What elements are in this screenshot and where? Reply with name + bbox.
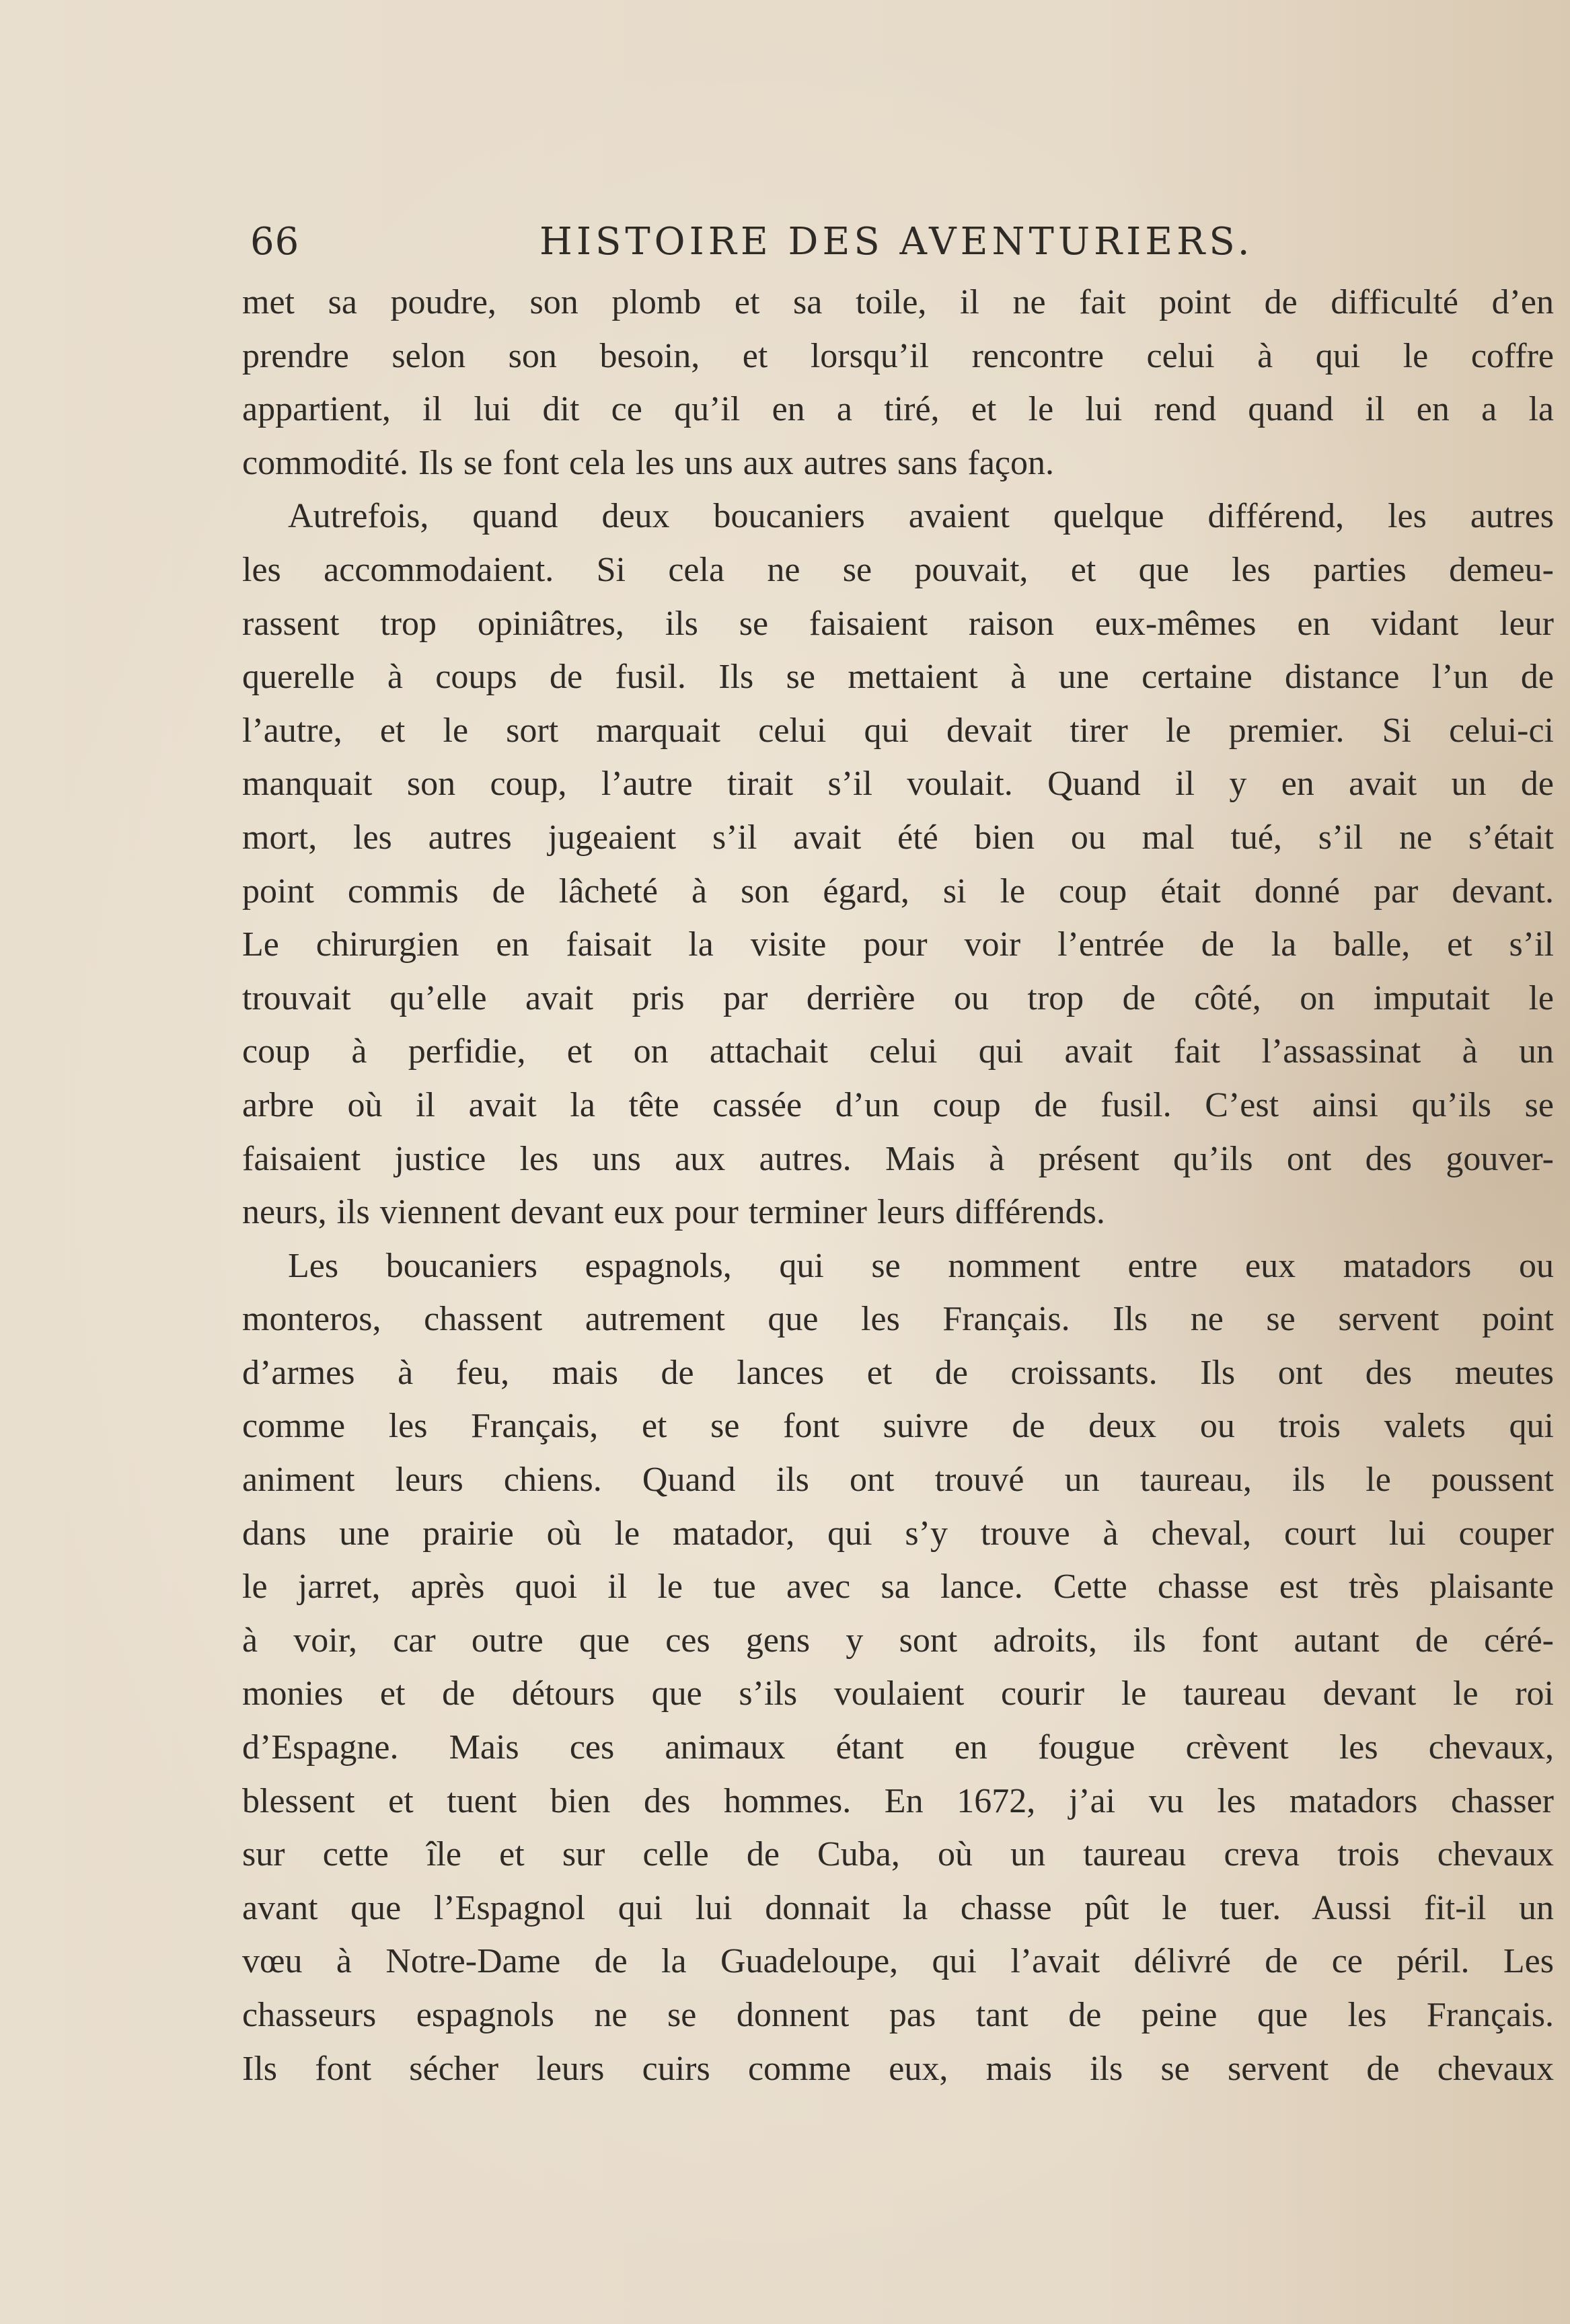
text-line: chasseurs espagnols ne se donnent pas tant de peine que les Français. [242, 1996, 1554, 2034]
text-line: avant que l’Espagnol qui lui donnait la chasse pût le tuer. Aussi fit-il un [242, 1888, 1554, 1927]
text-line: coup à perfidie, et on attachait celui qui avait fait l’assassinat à un [242, 1032, 1554, 1071]
running-header-title: HISTOIRE DES AVENTURIERS. [539, 220, 1254, 264]
text-line: prendre selon son besoin, et lorsqu’il rencontre celui à qui le coffre [242, 336, 1554, 375]
text-line: met sa poudre, son plomb et sa toile, il ne fait point de difficulté d’en [242, 283, 1554, 321]
paragraph-first-line: Autrefois, quand deux boucaniers avaient quelque différend, les autres [288, 497, 1554, 536]
text-line: manquait son coup, l’autre tirait s’il voulait. Quand il y en avait un de [242, 765, 1554, 804]
text-line: d’armes à feu, mais de lances et de croissants. Ils ont des meutes [242, 1353, 1554, 1392]
text-line: mort, les autres jugeaient s’il avait été bien ou mal tué, s’il ne s’était [242, 818, 1554, 857]
running-head [250, 215, 1569, 269]
text-line: appartient, il lui dit ce qu’il en a tiré, et le lui rend quand il en a la [242, 390, 1554, 429]
text-line: Le chirurgien en faisait la visite pour voir l’entrée de la balle, et s’il [242, 925, 1554, 964]
text-line: le jarret, après quoi il le tue avec sa lance. Cette chasse est très plaisante [242, 1567, 1554, 1606]
text-line: rassent trop opiniâtres, ils se faisaient raison eux-mêmes en vidant leur [242, 604, 1554, 643]
text-line: l’autre, et le sort marquait celui qui devait tirer le premier. Si celui-ci [242, 711, 1554, 750]
text-line: monies et de détours que s’ils voulaient courir le taureau devant le roi [242, 1674, 1554, 1713]
page-number: 66 [250, 220, 300, 264]
text-line: Ils font sécher leurs cuirs comme eux, mais ils se servent de chevaux [242, 2049, 1554, 2088]
text-line: neurs, ils viennent devant eux pour terminer leurs différends. [242, 1193, 1105, 1232]
text-line: sur cette île et sur celle de Cuba, où un taureau creva trois chevaux [242, 1835, 1554, 1874]
text-line: dans une prairie où le matador, qui s’y trouve à cheval, court lui couper [242, 1514, 1554, 1553]
text-line: arbre où il avait la tête cassée d’un coup de fusil. C’est ainsi qu’ils se [242, 1085, 1554, 1124]
text-line: d’Espagne. Mais ces animaux étant en fougue crèvent les chevaux, [242, 1728, 1554, 1767]
text-line: à voir, car outre que ces gens y sont adroits, ils font autant de céré- [242, 1621, 1554, 1660]
text-line: animent leurs chiens. Quand ils ont trouvé un taureau, ils le poussent [242, 1461, 1554, 1500]
body-text [242, 276, 1554, 2095]
text-line: faisaient justice les uns aux autres. Mais à présent qu’ils ont des gouver- [242, 1139, 1554, 1178]
text-line: blessent et tuent bien des hommes. En 1672, j’ai vu les matadors chasser [242, 1781, 1554, 1820]
text-line: les accommodaient. Si cela ne se pouvait, et que les parties demeu- [242, 550, 1554, 589]
text-line: point commis de lâcheté à son égard, si le coup était donné par devant. [242, 872, 1554, 911]
text-line: querelle à coups de fusil. Ils se mettaient à une certaine distance l’un de [242, 658, 1554, 697]
text-line: commodité. Ils se font cela les uns aux autres sans façon. [242, 443, 1054, 482]
paragraph-first-line: Les boucaniers espagnols, qui se nomment entre eux matadors ou [288, 1246, 1554, 1285]
text-line: comme les Français, et se font suivre de deux ou trois valets qui [242, 1407, 1554, 1446]
text-line: vœu à Notre-Dame de la Guadeloupe, qui l’avait délivré de ce péril. Les [242, 1942, 1554, 1981]
text-line: monteros, chassent autrement que les Français. Ils ne se servent point [242, 1300, 1554, 1339]
text-line: trouvait qu’elle avait pris par derrière ou trop de côté, on imputait le [242, 978, 1554, 1017]
